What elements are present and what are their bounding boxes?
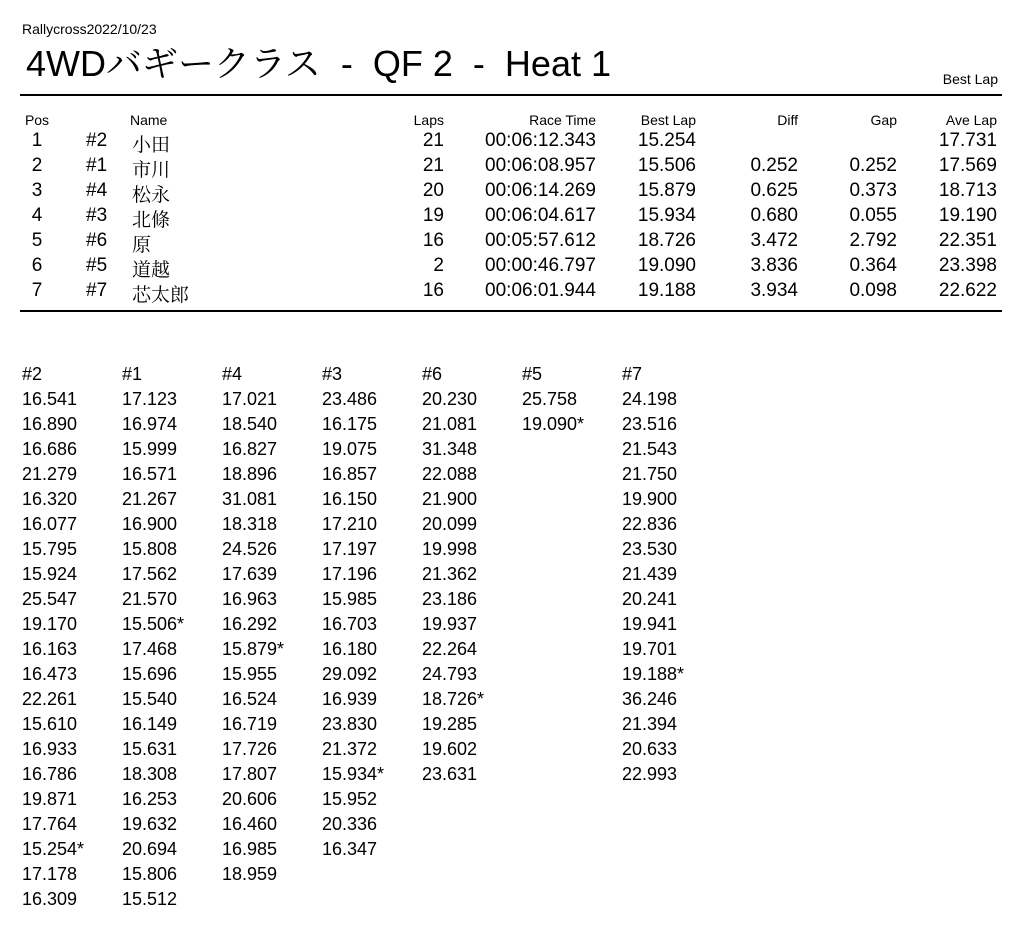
lap-time: 21.267	[122, 489, 178, 509]
lap-time: 19.937	[422, 614, 478, 634]
gap-cell: 0.373	[849, 180, 897, 201]
ave-lap-cell: 22.622	[938, 280, 997, 301]
lap-time: 16.077	[22, 514, 78, 534]
laps-count-cell: 19	[422, 205, 444, 226]
gap-cell: 0.252	[849, 155, 897, 176]
lap-time: 15.934*	[322, 764, 385, 784]
top-divider	[20, 94, 1002, 96]
lap-time: 16.974	[122, 414, 178, 434]
lap-time: 15.506*	[122, 614, 185, 634]
lap-time: 29.092	[322, 664, 378, 684]
ave-lap-cell: 23.398	[938, 255, 997, 276]
lap-time: 22.088	[422, 464, 478, 484]
lap-time: 16.827	[222, 439, 278, 459]
lap-time: 23.631	[422, 764, 478, 784]
results-row	[0, 130, 1024, 155]
lap-time: 19.900	[622, 489, 678, 509]
lap-time: 23.186	[422, 589, 478, 609]
diff-cell: 0.625	[750, 180, 798, 201]
position-cell: 3	[31, 180, 43, 201]
race-time-column-header: Race Time	[529, 112, 596, 128]
lap-time: 16.473	[22, 664, 78, 684]
diff-cell: 0.252	[750, 155, 798, 176]
race-time-cell: 00:00:46.797	[485, 255, 596, 276]
car-number-cell: #7	[86, 280, 108, 301]
lap-time: 19.941	[622, 614, 678, 634]
lap-time: 19.075	[322, 439, 378, 459]
lap-time: 19.998	[422, 539, 478, 559]
lap-column-car-number: #4	[222, 364, 243, 384]
lap-time: 16.541	[22, 389, 78, 409]
best-lap-cell: 15.934	[637, 205, 696, 226]
race-time-cell: 00:05:57.612	[485, 230, 596, 251]
lap-time: 17.562	[122, 564, 178, 584]
laps-count-cell: 21	[422, 130, 444, 151]
laps-count-cell: 2	[433, 255, 444, 276]
lap-time: 24.198	[622, 389, 678, 409]
lap-time: 22.264	[422, 639, 478, 659]
gap-cell: 0.098	[849, 280, 897, 301]
race-time-cell: 00:06:14.269	[485, 180, 596, 201]
lap-time: 16.900	[122, 514, 178, 534]
lap-time: 23.516	[622, 414, 678, 434]
results-header-row	[0, 112, 1024, 130]
best-lap-cell: 15.879	[637, 180, 696, 201]
lap-time: 16.460	[222, 814, 278, 834]
lap-time: 21.362	[422, 564, 478, 584]
bottom-divider	[20, 310, 1002, 312]
lap-time: 16.347	[322, 839, 378, 859]
lap-time: 23.530	[622, 539, 678, 559]
lap-time: 31.348	[422, 439, 478, 459]
lap-time: 15.985	[322, 589, 378, 609]
laps-column-header: Laps	[413, 112, 444, 128]
lap-time: 22.261	[22, 689, 78, 709]
pos-column-header: Pos	[24, 112, 50, 128]
lap-time: 19.285	[422, 714, 478, 734]
lap-time: 19.170	[22, 614, 78, 634]
lap-time: 16.292	[222, 614, 278, 634]
car-number-cell: #6	[86, 230, 108, 251]
lap-time: 16.786	[22, 764, 78, 784]
ave-lap-cell: 18.713	[938, 180, 997, 201]
lap-time: 20.694	[122, 839, 178, 859]
lap-time: 16.933	[22, 739, 78, 759]
lap-time: 21.543	[622, 439, 678, 459]
ave-lap-cell: 22.351	[938, 230, 997, 251]
lap-column-car-number: #3	[322, 364, 343, 384]
diff-cell: 3.934	[750, 280, 798, 301]
ave-lap-cell: 17.569	[938, 155, 997, 176]
car-number-cell: #2	[86, 130, 108, 151]
lap-time: 19.632	[122, 814, 178, 834]
lap-time: 16.857	[322, 464, 378, 484]
lap-time: 16.253	[122, 789, 178, 809]
best-lap-column-header: Best Lap	[640, 112, 696, 128]
gap-cell: 0.364	[849, 255, 897, 276]
lap-time: 15.696	[122, 664, 178, 684]
lap-time: 15.254*	[22, 839, 85, 859]
lap-time: 15.512	[122, 889, 178, 909]
lap-time: 15.631	[122, 739, 178, 759]
lap-column-car-number: #7	[622, 364, 643, 384]
lap-time: 15.879*	[222, 639, 285, 659]
best-lap-cell: 15.506	[637, 155, 696, 176]
best-lap-cell: 19.188	[637, 280, 696, 301]
lap-time: 21.570	[122, 589, 178, 609]
laps-count-cell: 20	[422, 180, 444, 201]
lap-time: 18.318	[222, 514, 278, 534]
laps-count-cell: 21	[422, 155, 444, 176]
laps-count-cell: 16	[422, 230, 444, 251]
results-row	[0, 155, 1024, 180]
lap-time: 16.939	[322, 689, 378, 709]
position-cell: 2	[31, 155, 43, 176]
lap-column	[122, 362, 222, 912]
lap-time: 19.701	[622, 639, 678, 659]
ave-lap-column-header: Ave Lap	[945, 112, 997, 128]
results-row	[0, 280, 1024, 305]
lap-time: 17.468	[122, 639, 178, 659]
lap-time: 17.639	[222, 564, 278, 584]
results-row	[0, 230, 1024, 255]
lap-time: 31.081	[222, 489, 278, 509]
lap-column	[222, 362, 322, 887]
lap-column-car-number: #6	[422, 364, 443, 384]
lap-time: 25.547	[22, 589, 78, 609]
lap-time: 21.081	[422, 414, 478, 434]
lap-time: 17.210	[322, 514, 378, 534]
diff-cell: 3.836	[750, 255, 798, 276]
lap-time: 20.336	[322, 814, 378, 834]
lap-time: 17.123	[122, 389, 178, 409]
lap-time: 20.230	[422, 389, 478, 409]
lap-time: 15.808	[122, 539, 178, 559]
lap-time: 18.308	[122, 764, 178, 784]
lap-time: 15.540	[122, 689, 178, 709]
race-time-cell: 00:06:04.617	[485, 205, 596, 226]
gap-cell: 2.792	[849, 230, 897, 251]
lap-time: 16.571	[122, 464, 178, 484]
laps-count-cell: 16	[422, 280, 444, 301]
lap-time: 18.540	[222, 414, 278, 434]
lap-column	[322, 362, 422, 862]
best-lap-cell: 18.726	[637, 230, 696, 251]
lap-time: 16.719	[222, 714, 278, 734]
lap-time: 21.279	[22, 464, 78, 484]
lap-time: 20.241	[622, 589, 678, 609]
lap-time: 21.750	[622, 464, 678, 484]
lap-time: 16.320	[22, 489, 78, 509]
lap-column	[22, 362, 122, 912]
lap-time: 16.686	[22, 439, 78, 459]
gap-column-header: Gap	[870, 112, 897, 128]
lap-time: 16.890	[22, 414, 78, 434]
lap-time: 23.830	[322, 714, 378, 734]
position-cell: 5	[31, 230, 43, 251]
lap-time: 16.524	[222, 689, 278, 709]
lap-time: 18.959	[222, 864, 278, 884]
lap-time: 17.178	[22, 864, 78, 884]
driver-name-cell: 北條	[132, 210, 171, 231]
lap-time: 21.900	[422, 489, 478, 509]
name-column-header: Name	[130, 112, 168, 128]
best-lap-label: Best Lap	[942, 71, 998, 87]
lap-time: 24.526	[222, 539, 278, 559]
report-title: 4WDバギークラス - QF 2 - Heat 1	[26, 43, 611, 84]
lap-time: 21.394	[622, 714, 678, 734]
race-time-cell: 00:06:12.343	[485, 130, 596, 151]
lap-time: 16.180	[322, 639, 378, 659]
lap-time: 19.090*	[522, 414, 585, 434]
results-row	[0, 255, 1024, 280]
lap-time: 15.924	[22, 564, 78, 584]
lap-time: 15.999	[122, 439, 178, 459]
lap-time: 15.795	[22, 539, 78, 559]
results-table	[0, 112, 1024, 305]
lap-time: 15.806	[122, 864, 178, 884]
lap-time: 16.309	[22, 889, 78, 909]
lap-time: 20.633	[622, 739, 678, 759]
results-row	[0, 180, 1024, 205]
results-row	[0, 205, 1024, 230]
lap-time: 20.099	[422, 514, 478, 534]
diff-column-header: Diff	[777, 112, 798, 128]
results-body	[0, 130, 1024, 305]
lap-time: 16.149	[122, 714, 178, 734]
position-cell: 1	[31, 130, 43, 151]
diff-cell: 0.680	[750, 205, 798, 226]
lap-time: 17.807	[222, 764, 278, 784]
ave-lap-cell: 17.731	[938, 130, 997, 151]
lap-time: 17.021	[222, 389, 278, 409]
lap-column	[522, 362, 622, 437]
lap-time: 15.610	[22, 714, 78, 734]
car-number-cell: #1	[86, 155, 108, 176]
lap-time: 23.486	[322, 389, 378, 409]
lap-time: 19.871	[22, 789, 78, 809]
lap-column	[422, 362, 522, 787]
race-time-cell: 00:06:08.957	[485, 155, 596, 176]
lap-time: 21.372	[322, 739, 378, 759]
position-cell: 6	[31, 255, 43, 276]
driver-name-cell: 道越	[132, 260, 171, 281]
lap-time: 17.197	[322, 539, 378, 559]
lap-time: 22.993	[622, 764, 678, 784]
gap-cell: 0.055	[849, 205, 897, 226]
lap-time: 24.793	[422, 664, 478, 684]
lap-time: 16.163	[22, 639, 78, 659]
lap-time: 15.955	[222, 664, 278, 684]
lap-column-car-number: #2	[22, 364, 43, 384]
best-lap-cell: 15.254	[637, 130, 696, 151]
report-subtitle: Rallycross2022/10/23	[22, 21, 157, 37]
lap-column-car-number: #1	[122, 364, 143, 384]
best-lap-cell: 19.090	[637, 255, 696, 276]
car-number-cell: #3	[86, 205, 108, 226]
car-number-cell: #5	[86, 255, 108, 276]
diff-cell: 3.472	[750, 230, 798, 251]
lap-time: 18.726*	[422, 689, 485, 709]
lap-time: 20.606	[222, 789, 278, 809]
lap-time: 18.896	[222, 464, 278, 484]
lap-column	[622, 362, 722, 787]
driver-name-cell: 市川	[132, 160, 171, 181]
lap-time: 17.726	[222, 739, 278, 759]
car-number-cell: #4	[86, 180, 108, 201]
lap-time: 16.150	[322, 489, 378, 509]
lap-time: 19.188*	[622, 664, 685, 684]
position-cell: 4	[31, 205, 43, 226]
lap-time: 22.836	[622, 514, 678, 534]
race-time-cell: 00:06:01.944	[485, 280, 596, 301]
lap-time: 15.952	[322, 789, 378, 809]
driver-name-cell: 小田	[132, 135, 171, 156]
lap-time: 16.985	[222, 839, 278, 859]
lap-time: 17.196	[322, 564, 378, 584]
lap-time: 21.439	[622, 564, 678, 584]
lap-time: 36.246	[622, 689, 678, 709]
lap-time: 19.602	[422, 739, 478, 759]
driver-name-cell: 原	[132, 235, 152, 256]
lap-time: 25.758	[522, 389, 578, 409]
lap-column-car-number: #5	[522, 364, 543, 384]
lap-time: 16.963	[222, 589, 278, 609]
driver-name-cell: 芯太郎	[132, 285, 190, 306]
ave-lap-cell: 19.190	[938, 205, 997, 226]
lap-time: 17.764	[22, 814, 78, 834]
driver-name-cell: 松永	[132, 185, 171, 206]
lap-time: 16.703	[322, 614, 378, 634]
lap-time: 16.175	[322, 414, 378, 434]
position-cell: 7	[31, 280, 43, 301]
